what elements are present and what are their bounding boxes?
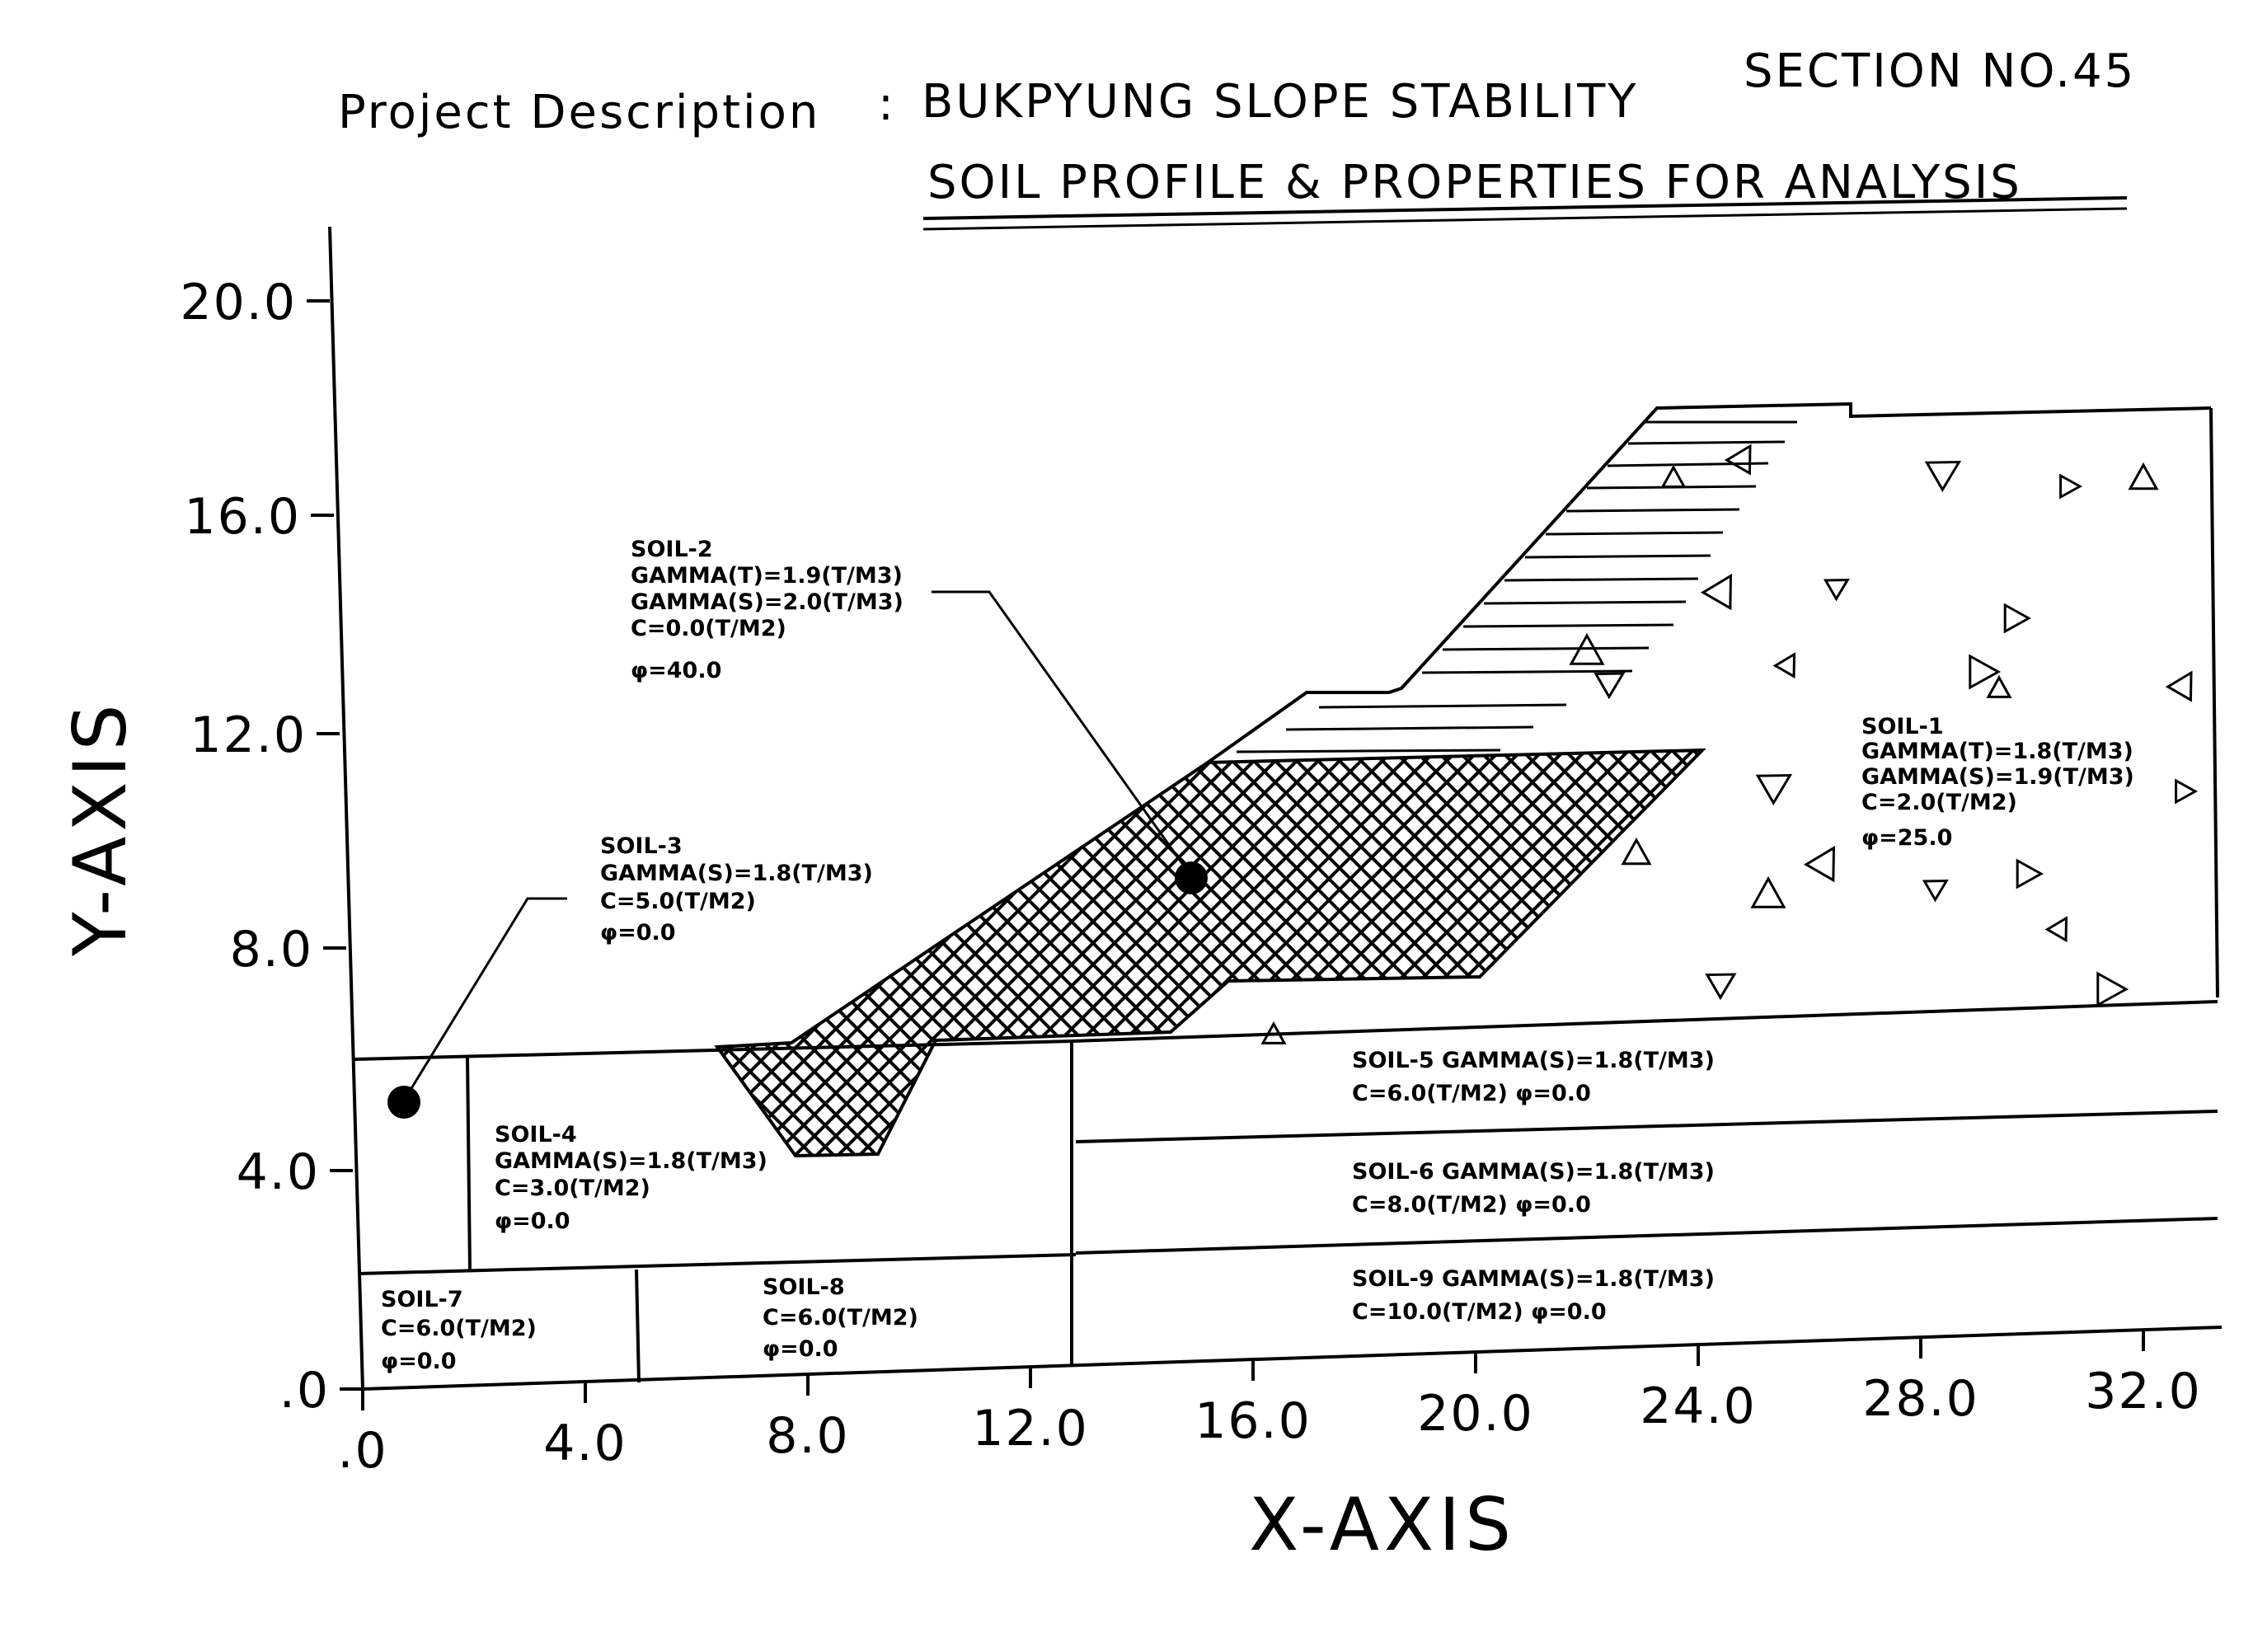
triangle-icon xyxy=(2017,861,2041,887)
soil7-soil8-divider xyxy=(636,1270,639,1382)
soil-2-label: SOIL-2 GAMMA(T)=1.9(T/M3) GAMMA(S)=2.0(T/M3) C=0.0(T/M2) φ=40.0 xyxy=(631,537,904,683)
triangle-icon xyxy=(1596,662,1630,697)
soil-3-marker-icon xyxy=(387,1086,420,1119)
triangle-icon xyxy=(1927,448,1967,490)
triangle-icon xyxy=(1825,570,1852,598)
triangle-icon xyxy=(2168,666,2203,700)
soil-3-leader xyxy=(404,899,567,1101)
soil5-soil6-divider xyxy=(1076,1111,2218,1142)
right-boundary xyxy=(2211,408,2218,997)
triangle-icon xyxy=(2176,781,2195,802)
triangle-icon xyxy=(2061,476,2080,497)
triangle-icon xyxy=(1988,678,2010,697)
triangle-icon xyxy=(2130,465,2157,489)
x-tick-label: 28.0 xyxy=(1862,1370,1979,1428)
y-axis-title: Y-AXIS xyxy=(58,699,143,956)
title-line-2: SOIL PROFILE & PROPERTIES FOR ANALYSIS xyxy=(927,156,2022,209)
soil-7-label: SOIL-7 C=6.0(T/M2) φ=0.0 xyxy=(381,1287,537,1374)
x-tick-label: 12.0 xyxy=(972,1400,1089,1457)
triangle-icon xyxy=(1758,762,1798,803)
triangle-icon xyxy=(1924,871,1951,899)
y-tick-label: 4.0 xyxy=(236,1143,320,1201)
x-tick-label: 32.0 xyxy=(2085,1363,2202,1420)
title-prefix: Project Description xyxy=(338,86,821,139)
triangle-icon xyxy=(1703,568,1744,608)
title-line-1: BUKPYUNG SLOPE STABILITY xyxy=(922,75,1639,129)
x-tick-label: .0 xyxy=(337,1422,388,1480)
x-tick-label: 4.0 xyxy=(543,1415,627,1472)
triangle-icon xyxy=(2048,913,2076,940)
soil5-top xyxy=(1072,1002,2218,1041)
y-tick-label: .0 xyxy=(279,1362,330,1420)
x-axis-ticks xyxy=(337,1330,2201,1480)
y-tick-label: 8.0 xyxy=(229,921,313,979)
x-tick-label: 8.0 xyxy=(766,1407,850,1465)
triangle-icon xyxy=(1806,840,1847,880)
soil-8-label: SOIL-8 C=6.0(T/M2) φ=0.0 xyxy=(763,1274,918,1362)
soil-4-label: SOIL-4 GAMMA(S)=1.8(T/M3) C=3.0(T/M2) φ=0.0 xyxy=(495,1122,767,1234)
y-tick-label: 16.0 xyxy=(184,488,301,546)
soil-1-label: SOIL-1 GAMMA(T)=1.8(T/M3) GAMMA(S)=1.9(T/M3) C=2.0(T/M2) φ=25.0 xyxy=(1861,714,2134,851)
triangle-icon xyxy=(2098,974,2126,1005)
triangle-icon xyxy=(1623,840,1650,864)
triangle-icon xyxy=(2005,605,2029,631)
soil-6-label: SOIL-6 GAMMA(S)=1.8(T/M3) C=8.0(T/M2) φ=0.0 xyxy=(1352,1159,1715,1218)
triangle-icon xyxy=(1776,649,1804,676)
title-section: SECTION NO.45 xyxy=(1744,45,2137,98)
soil-5-label: SOIL-5 GAMMA(S)=1.8(T/M3) C=6.0(T/M2) φ=0.0 xyxy=(1352,1048,1715,1106)
soil6-soil9-divider xyxy=(1076,1218,2218,1253)
title-underline-2 xyxy=(923,209,2127,229)
y-tick-label: 20.0 xyxy=(180,274,297,331)
x-tick-label: 16.0 xyxy=(1195,1392,1312,1450)
triangle-icon xyxy=(1753,879,1784,907)
triangle-icon xyxy=(1707,963,1741,997)
triangle-icon xyxy=(1727,439,1762,473)
soil4-soil8-divider xyxy=(359,1255,1076,1274)
ground-surface xyxy=(1208,404,2211,763)
x-tick-label: 24.0 xyxy=(1640,1377,1757,1435)
y-tick-label: 12.0 xyxy=(190,706,307,764)
soil-9-label: SOIL-9 GAMMA(S)=1.8(T/M3) C=10.0(T/M2) φ=0.0 xyxy=(1352,1266,1715,1325)
title-block xyxy=(338,45,2136,229)
title-separator: : xyxy=(878,77,896,131)
y-axis-line xyxy=(330,227,363,1389)
soil-2-marker-icon xyxy=(1175,861,1208,894)
soil-3-label: SOIL-3 GAMMA(S)=1.8(T/M3) C=5.0(T/M2) φ=0.0 xyxy=(600,833,873,946)
x-tick-label: 20.0 xyxy=(1417,1385,1534,1443)
triangle-icon xyxy=(1970,656,1998,688)
triangle-icon xyxy=(1663,467,1684,486)
soil3-soil4-divider xyxy=(467,1058,470,1270)
x-axis-title: X-AXIS xyxy=(1249,1482,1517,1567)
